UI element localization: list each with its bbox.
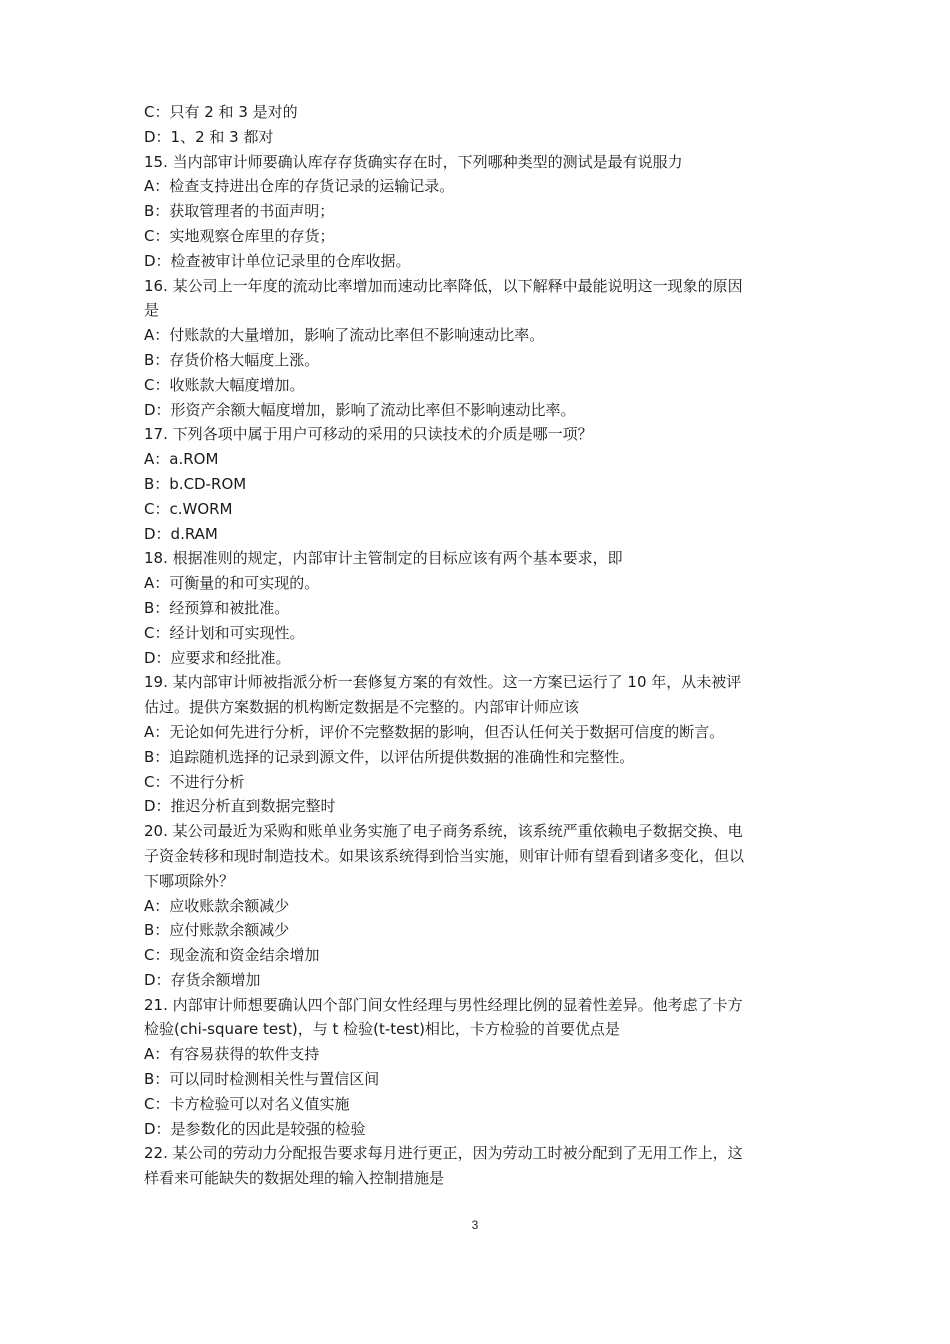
text-line: 是 xyxy=(144,301,160,320)
text-line: D：形资产余额大幅度增加，影响了流动比率但不影响速动比率。 xyxy=(144,400,576,419)
text-line: 17. 下列各项中属于用户可移动的采用的只读技术的介质是哪一项？ xyxy=(144,425,593,444)
question-text-block xyxy=(144,100,816,1191)
text-line: 样看来可能缺失的数据处理的输入控制措施是 xyxy=(144,1169,445,1188)
text-line: 下哪项除外？ xyxy=(144,871,235,890)
text-line: A：有容易获得的软件支持 xyxy=(144,1045,320,1064)
text-line: D：存货余额增加 xyxy=(144,970,261,989)
text-line: A：付账款的大量增加，影响了流动比率但不影响速动比率。 xyxy=(144,326,545,345)
text-line: B：可以同时检测相关性与置信区间 xyxy=(144,1070,380,1089)
text-line: B：存货价格大幅度上涨。 xyxy=(144,350,320,369)
text-line: 16. 某公司上一年度的流动比率增加而速动比率降低，以下解释中最能说明这一现象的原因 xyxy=(144,276,743,295)
text-line: D：检查被审计单位记录里的仓库收据。 xyxy=(144,251,411,270)
text-line: 19. 某内部审计师被指派分析一套修复方案的有效性。这一方案已运行了 10 年，从未被评 xyxy=(144,673,742,692)
text-line: C：收账款大幅度增加。 xyxy=(144,375,305,394)
text-line: C：c.WORM xyxy=(144,499,233,518)
text-line: D：d.RAM xyxy=(144,524,218,543)
text-line: C：只有 2 和 3 是对的 xyxy=(144,103,298,121)
text-line: B：应付账款余额减少 xyxy=(144,921,290,940)
text-line: A：应收账款余额减少 xyxy=(144,896,290,915)
text-line: A：检查支持进出仓库的存货记录的运输记录。 xyxy=(144,177,455,196)
text-line: B：获取管理者的书面声明； xyxy=(144,202,335,221)
text-line: D：应要求和经批准。 xyxy=(144,648,291,667)
text-line: C：经计划和可实现性。 xyxy=(144,623,305,642)
text-line: 检验(chi-square test)，与 t 检验(t-test)相比，卡方检验的首要优点是 xyxy=(144,1020,620,1039)
text-line: D：1、2 和 3 都对 xyxy=(144,127,274,146)
text-line: D：推迟分析直到数据完整时 xyxy=(144,797,336,816)
text-line: 子资金转移和现时制造技术。如果该系统得到恰当实施，则审计师有望看到诸多变化，但以 xyxy=(144,846,745,865)
text-line: D：是参数化的因此是较强的检验 xyxy=(144,1119,366,1138)
text-line: 21. 内部审计师想要确认四个部门间女性经理与男性经理比例的显着性差异。他考虑了卡方 xyxy=(144,995,743,1014)
text-line: 18. 根据准则的规定，内部审计主管制定的目标应该有两个基本要求，即 xyxy=(144,549,623,568)
text-line: B：b.CD-ROM xyxy=(144,474,247,493)
text-line: C：实地观察仓库里的存货； xyxy=(144,226,335,245)
text-line: 20. 某公司最近为采购和账单业务实施了电子商务系统，该系统严重依赖电子数据交换、电 xyxy=(144,822,743,841)
text-line: B：经预算和被批准。 xyxy=(144,598,290,617)
text-line: 22. 某公司的劳动力分配报告要求每月进行更正，因为劳动工时被分配到了无用工作上，这 xyxy=(144,1144,743,1163)
text-line: A：无论如何先进行分析，评价不完整数据的影响，但否认任何关于数据可信度的断言。 xyxy=(144,722,725,741)
text-line: 15. 当内部审计师要确认库存存货确实存在时，下列哪种类型的测试是最有说服力 xyxy=(144,152,683,171)
text-line: B：追踪随机选择的记录到源文件，以评估所提供数据的准确性和完整性。 xyxy=(144,747,635,766)
text-line: A：a.ROM xyxy=(144,450,219,469)
text-line: C：不进行分析 xyxy=(144,772,245,791)
text-line: C：现金流和资金结余增加 xyxy=(144,946,320,965)
text-line: C：卡方检验可以对名义值实施 xyxy=(144,1094,350,1113)
page-number: 3 xyxy=(471,1218,479,1232)
text-line: A：可衡量的和可实现的。 xyxy=(144,574,320,593)
text-line: 估过。提供方案数据的机构断定数据是不完整的。内部审计师应该 xyxy=(144,698,580,717)
